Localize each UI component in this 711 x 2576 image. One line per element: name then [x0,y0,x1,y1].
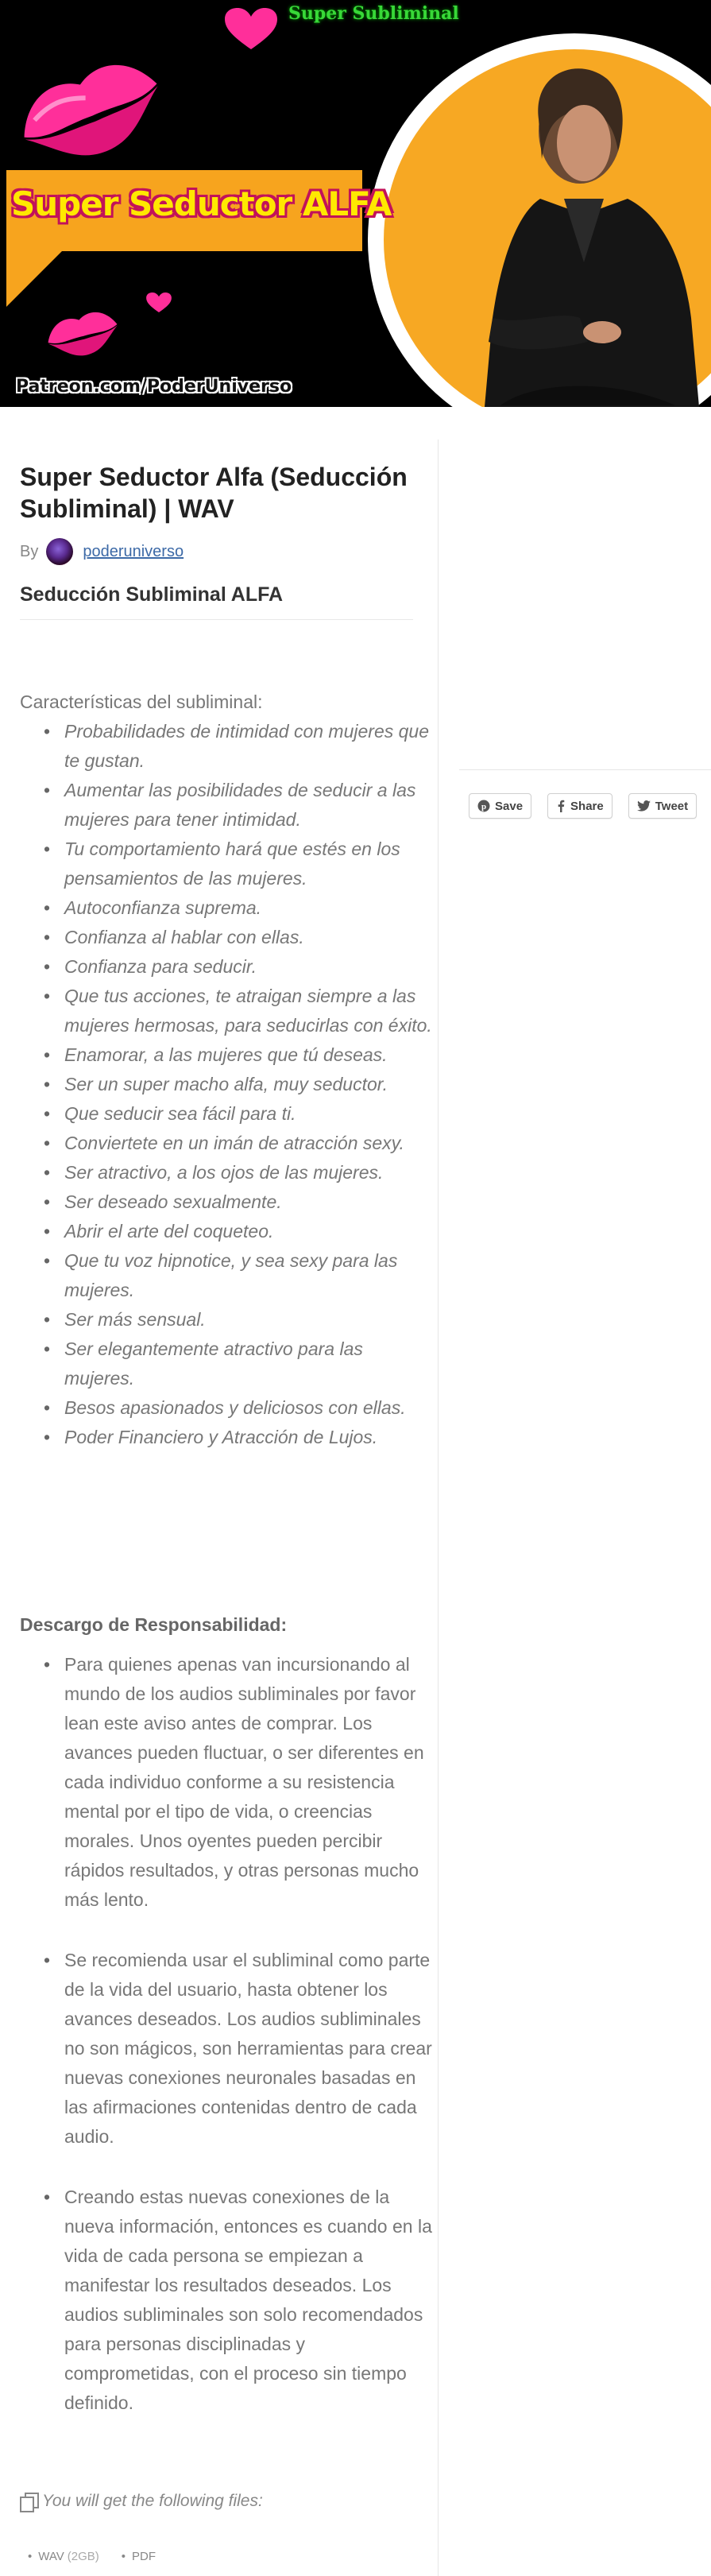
files-label: You will get the following files: [42,2492,263,2510]
column-divider [438,440,439,2576]
author-link[interactable]: poderuniverso [83,542,184,560]
pinterest-icon [477,800,490,812]
list-item: • Enamorar, a las mujeres que tú deseas. [20,1040,438,1070]
heart-icon [146,292,172,313]
hero-patreon-url: Patreon.com/PoderUniverso [16,377,292,397]
features-list [20,717,438,1452]
list-item: • Besos apasionados y deliciosos con ellas. [20,1393,438,1423]
list-item: • Ser elegantemente atractivo para las mujeres. [20,1334,438,1393]
list-item: • Abrir el arte del coqueteo. [20,1217,438,1246]
disclaimer-list [20,1650,436,2418]
hero-banner-image [0,0,711,407]
disclaimer-title: Descargo de Responsabilidad: [20,1614,288,1635]
share-buttons [469,793,711,819]
list-item: • Se recomienda usar el subliminal como parte de la vida del usuario, hasta obtener los avances deseados. Los audios subliminales no son mágicos, son herramientas para crear nuevas conexiones neuronales basadas en las afirmaciones contenidas dentro de cada audio. [20,1946,436,2152]
lips-kiss-icon [43,304,122,363]
list-item: • Autoconfianza suprema. [20,893,438,923]
facebook-icon [556,800,566,812]
list-item: • Creando estas nuevas conexiones de la nueva información, entonces es cuando en la vida de cada persona se empiezan a manifestar los resultados deseados. Los audios subliminales son solo recomendados para personas disciplinadas y comprometidas, con el proceso sin tiempo definido. [20,2183,436,2418]
list-item: • Para quienes apenas van incursionando al mundo de los audios subliminales por favor lean este aviso antes de comprar. Los avances pueden fluctuar, o ser diferentes en cada individuo conforme a su resistencia mental por el tipo de vida, o creencias morales. Unos oyentes pueden percibir rápidos resultados, y otras personas mucho más lento. [20,1650,436,1915]
twitter-icon [637,800,651,812]
post-body [20,461,432,2563]
sidebar-divider [459,769,711,770]
list-item: • Ser más sensual. [20,1305,438,1334]
features-label: Características del subliminal: [20,691,263,712]
lips-kiss-icon [11,51,170,170]
hero-title: Super Seductor ALFA [11,184,392,223]
list-item: • Confianza para seducir. [20,952,438,982]
list-item: • Tu comportamiento hará que estés en los pensamientos de las mujeres. [20,835,438,893]
model-photo [469,56,707,407]
list-item: • Ser un super macho alfa, muy seductor. [20,1070,438,1099]
list-item: • Que tus acciones, te atraigan siempre a las mujeres hermosas, para seducirlas con éxito. [20,982,438,1040]
file-name: • WAV [38,2550,64,2563]
tweet-label: Tweet [655,799,689,813]
hero-top-text: Super Subliminal [288,3,459,24]
svg-text:p: p [481,802,487,812]
author-avatar[interactable] [46,538,73,565]
list-item: • Aumentar las posibilidades de seducir a las mujeres para tener intimidad. [20,776,438,835]
file-item-pdf [114,2550,156,2563]
heart-icon [225,8,277,51]
hero-banner-flag [6,251,62,307]
share-label: Share [570,799,604,813]
list-item: • Poder Financiero y Atracción de Lujos. [20,1423,438,1452]
files-icon [20,2493,37,2510]
file-item-wav [20,2550,99,2563]
file-list [20,2550,170,2563]
file-name: • PDF [132,2550,156,2563]
list-item: • Ser atractivo, a los ojos de las mujeres. [20,1158,438,1187]
list-item: • Conviertete en un imán de atracción sexy. [20,1129,438,1158]
list-item: • Ser deseado sexualmente. [20,1187,438,1217]
by-label: By [20,542,39,560]
files-heading [20,2492,263,2511]
tweet-button[interactable] [628,793,697,819]
save-label: Save [495,799,524,813]
list-item: • Que seducir sea fácil para ti. [20,1099,438,1129]
post-title: Super Seductor Alfa (Seducción Subliminal) | WAV [20,463,408,523]
file-size: (2GB) [67,2550,99,2563]
list-item: • Probabilidades de intimidad con mujeres que te gustan. [20,717,438,776]
list-item: • Confianza al hablar con ellas. [20,923,438,952]
post-subheading: Seducción Subliminal ALFA [20,583,413,620]
byline [20,537,417,566]
list-item: • Que tu voz hipnotice, y sea sexy para las mujeres. [20,1246,438,1305]
share-button[interactable] [547,793,612,819]
save-button[interactable] [469,793,531,819]
